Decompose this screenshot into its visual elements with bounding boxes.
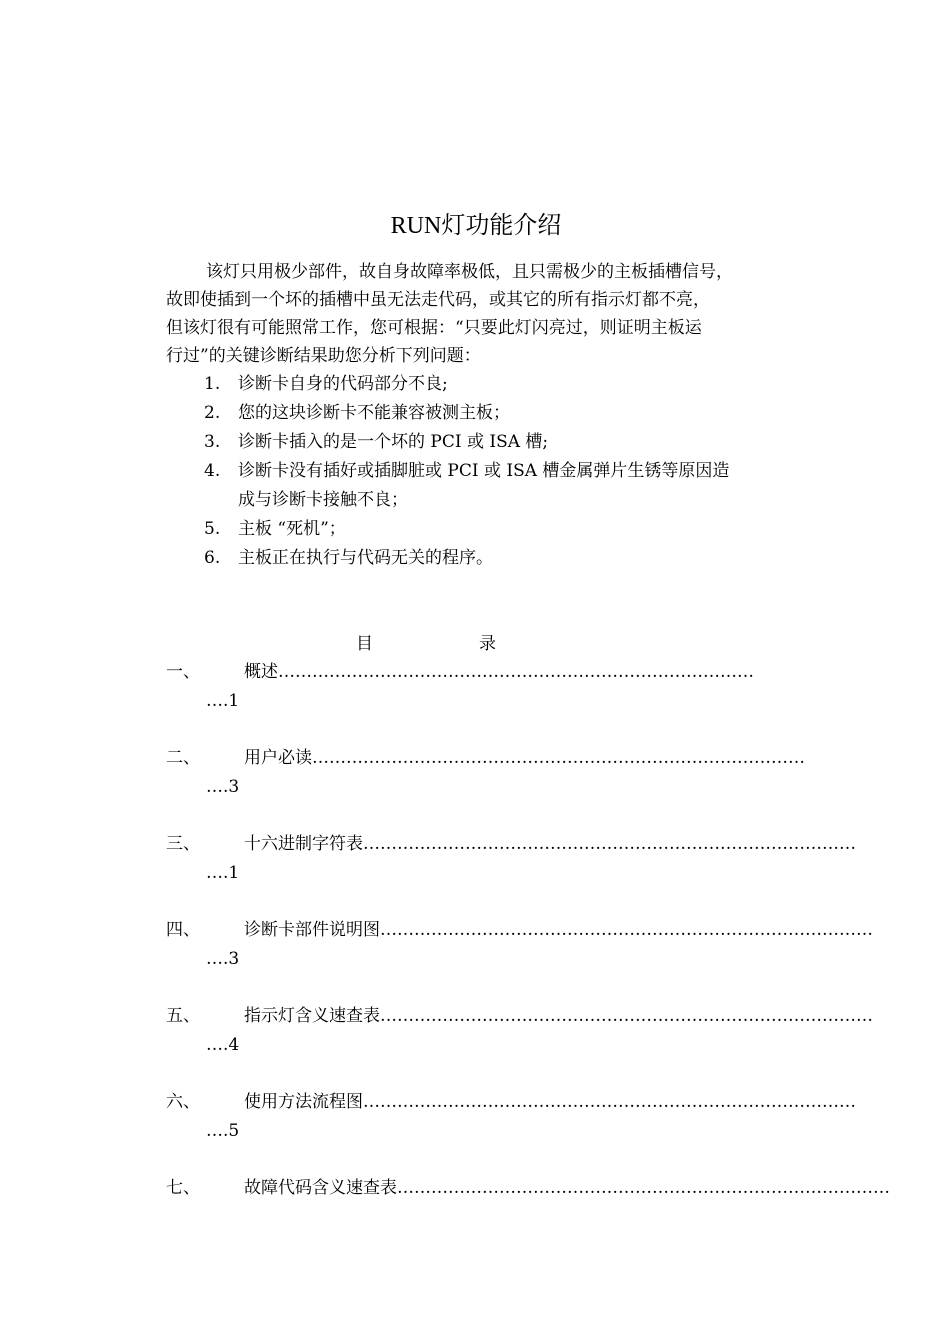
- list-item: [166, 544, 806, 573]
- list-text: 主板正在执行与代码无关的程序。: [238, 548, 493, 568]
- toc-heading: [356, 630, 496, 658]
- intro-line: 行过”的关键诊断结果助您分析下列问题：: [166, 346, 481, 366]
- list-item: [166, 457, 806, 515]
- list-text: 您的这块诊断卡不能兼容被测主板；: [238, 403, 510, 423]
- table-of-contents: [166, 658, 890, 1260]
- toc-label: 指示灯含义速查表: [244, 1006, 380, 1026]
- list-number: 2.: [204, 403, 221, 423]
- toc-entry[interactable]: [166, 830, 856, 916]
- toc-page-number: ….1: [206, 691, 240, 711]
- list-number: 6.: [204, 548, 221, 568]
- toc-index: 七、: [166, 1178, 200, 1198]
- toc-index: 四、: [166, 920, 200, 940]
- toc-index: 一、: [166, 662, 200, 682]
- list-item: [166, 399, 806, 428]
- list-number: 5.: [204, 519, 221, 539]
- toc-label: 概述: [244, 662, 278, 682]
- toc-entry[interactable]: [166, 1174, 890, 1260]
- intro-line: 但该灯很有可能照常工作，您可根据：“只要此灯闪亮过，则证明主板运: [166, 318, 702, 338]
- toc-leader-dots: ……………………………………………………………………………: [312, 748, 805, 768]
- toc-leader-dots: …………………………………………………………………………: [278, 662, 754, 682]
- toc-heading-left: 目: [356, 634, 373, 654]
- toc-leader-dots: ……………………………………………………………………………: [397, 1178, 890, 1198]
- intro-line: 故即使插到一个坏的插槽中虽无法走代码，或其它的所有指示灯都不亮，: [166, 290, 710, 310]
- toc-page-number: ….3: [206, 949, 240, 969]
- toc-label: 使用方法流程图: [244, 1092, 363, 1112]
- toc-leader-dots: ……………………………………………………………………………: [363, 1092, 856, 1112]
- intro-line: 该灯只用极少部件，故自身故障率极低，且只需极少的主板插槽信号，: [206, 262, 733, 282]
- toc-label: 诊断卡部件说明图: [244, 920, 380, 940]
- toc-leader-dots: ……………………………………………………………………………: [363, 834, 856, 854]
- list-text: 诊断卡插入的是一个坏的 PCI 或 ISA 槽;: [238, 432, 549, 452]
- list-item: [166, 515, 806, 544]
- toc-label: 十六进制字符表: [244, 834, 363, 854]
- toc-label: 故障代码含义速查表: [244, 1178, 397, 1198]
- list-text: 诊断卡自身的代码部分不良;: [238, 374, 448, 394]
- toc-page-number: ….1: [206, 863, 240, 883]
- toc-entry[interactable]: [166, 658, 786, 744]
- list-text: 诊断卡没有插好或插脚脏或 PCI 或 ISA 槽金属弹片生锈等原因造: [238, 461, 730, 481]
- toc-page-number: ….3: [206, 777, 240, 797]
- toc-page-number: ….5: [206, 1121, 240, 1141]
- list-number: 4.: [204, 461, 221, 481]
- toc-index: 五、: [166, 1006, 200, 1026]
- intro-paragraph: [166, 258, 806, 370]
- toc-leader-dots: ……………………………………………………………………………: [380, 1006, 873, 1026]
- problem-list: [166, 370, 806, 573]
- list-number: 3.: [204, 432, 221, 452]
- list-item: [166, 370, 806, 399]
- page-title: RUN灯功能介绍: [390, 213, 562, 239]
- list-text-continued: 成与诊断卡接触不良；: [238, 490, 408, 510]
- toc-entry[interactable]: [166, 1088, 856, 1174]
- list-item: [166, 428, 806, 457]
- toc-leader-dots: ……………………………………………………………………………: [380, 920, 873, 940]
- toc-entry[interactable]: [166, 744, 805, 830]
- toc-heading-right: 录: [479, 634, 496, 654]
- toc-entry[interactable]: [166, 916, 873, 1002]
- toc-entry[interactable]: [166, 1002, 873, 1088]
- toc-index: 六、: [166, 1092, 200, 1112]
- list-text: 主板 “死机”；: [238, 519, 346, 539]
- toc-label: 用户必读: [244, 748, 312, 768]
- toc-index: 二、: [166, 748, 200, 768]
- toc-index: 三、: [166, 834, 200, 854]
- toc-page-number: ….4: [206, 1035, 240, 1055]
- list-number: 1.: [204, 374, 221, 394]
